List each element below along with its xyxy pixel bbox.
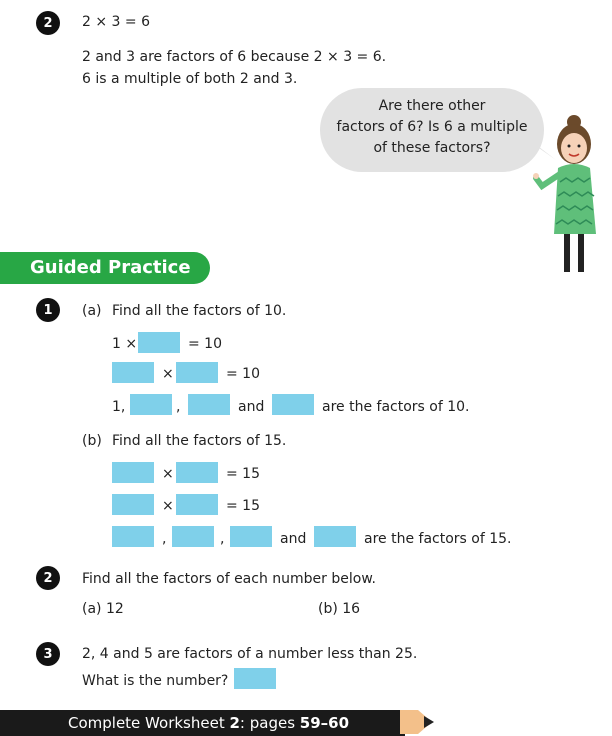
q2-part-b: (b) 16 (318, 601, 361, 617)
answer-box[interactable] (314, 526, 356, 547)
and-word: and (238, 399, 265, 415)
answer-box[interactable] (188, 394, 230, 415)
answer-box[interactable] (176, 362, 218, 383)
answer-box[interactable] (112, 526, 154, 547)
answer-box[interactable] (176, 494, 218, 515)
intro-line-2: 6 is a multiple of both 2 and 3. (82, 71, 298, 87)
speech-bubble-text (320, 96, 544, 159)
answer-box[interactable] (272, 394, 314, 415)
q2-text: Find all the factors of each number below. (82, 571, 376, 587)
q3-line-2: What is the number? (82, 673, 229, 689)
section-title: Guided Practice (30, 257, 191, 278)
bubble-line-1: Are there other (378, 98, 486, 114)
and-word: and (280, 531, 307, 547)
q1-a-text: Find all the factors of 10. (112, 303, 287, 319)
question-number-badge: 1 (36, 298, 60, 322)
answer-box[interactable] (230, 526, 272, 547)
q1-a-label: (a) (82, 303, 102, 319)
q1-a-row1-left: 1 × (112, 336, 138, 352)
times-sign: × (162, 466, 174, 482)
footer-prefix: Complete Worksheet (68, 714, 230, 732)
q1-a-row1-eq: = 10 (188, 336, 222, 352)
step-number-badge: 2 (36, 11, 60, 35)
bubble-line-2: factors of 6? Is 6 a multiple (336, 119, 528, 135)
question-number-badge: 2 (36, 566, 60, 590)
comma: , (176, 399, 181, 415)
q1-a-row3-end: are the factors of 10. (322, 399, 470, 415)
q1-a-row2-eq: = 10 (226, 366, 260, 382)
question-number-badge: 3 (36, 642, 60, 666)
q2-part-a: (a) 12 (82, 601, 124, 617)
q1-b-text: Find all the factors of 15. (112, 433, 287, 449)
q1-a-row3-start: 1, (112, 399, 126, 415)
q1-b-row3-end: are the factors of 15. (364, 531, 512, 547)
answer-box[interactable] (112, 362, 154, 383)
footer-worksheet-number: 2 (229, 714, 240, 732)
q1-b-label: (b) (82, 433, 102, 449)
answer-box[interactable] (234, 668, 276, 689)
intro-equation: 2 × 3 = 6 (82, 14, 150, 30)
answer-box[interactable] (138, 332, 180, 353)
intro-line-1: 2 and 3 are factors of 6 because 2 × 3 = 6. (82, 49, 387, 65)
bubble-line-3: of these factors? (373, 140, 491, 156)
pencil-arrow-icon (400, 708, 436, 736)
times-sign: × (162, 498, 174, 514)
footer-pages: 59–60 (299, 714, 350, 732)
q3-line-1: 2, 4 and 5 are factors of a number less than 25. (82, 646, 418, 662)
q1-b-row1-eq: = 15 (226, 466, 260, 482)
answer-box[interactable] (112, 494, 154, 515)
answer-box[interactable] (130, 394, 172, 415)
footer-middle: : pages (239, 714, 300, 732)
comma: , (162, 531, 167, 547)
answer-box[interactable] (176, 462, 218, 483)
answer-box[interactable] (112, 462, 154, 483)
q1-b-row2-eq: = 15 (226, 498, 260, 514)
times-sign: × (162, 366, 174, 382)
answer-box[interactable] (172, 526, 214, 547)
girl-character-illustration (532, 112, 602, 280)
worksheet-footer-text (68, 714, 349, 732)
comma: , (220, 531, 225, 547)
